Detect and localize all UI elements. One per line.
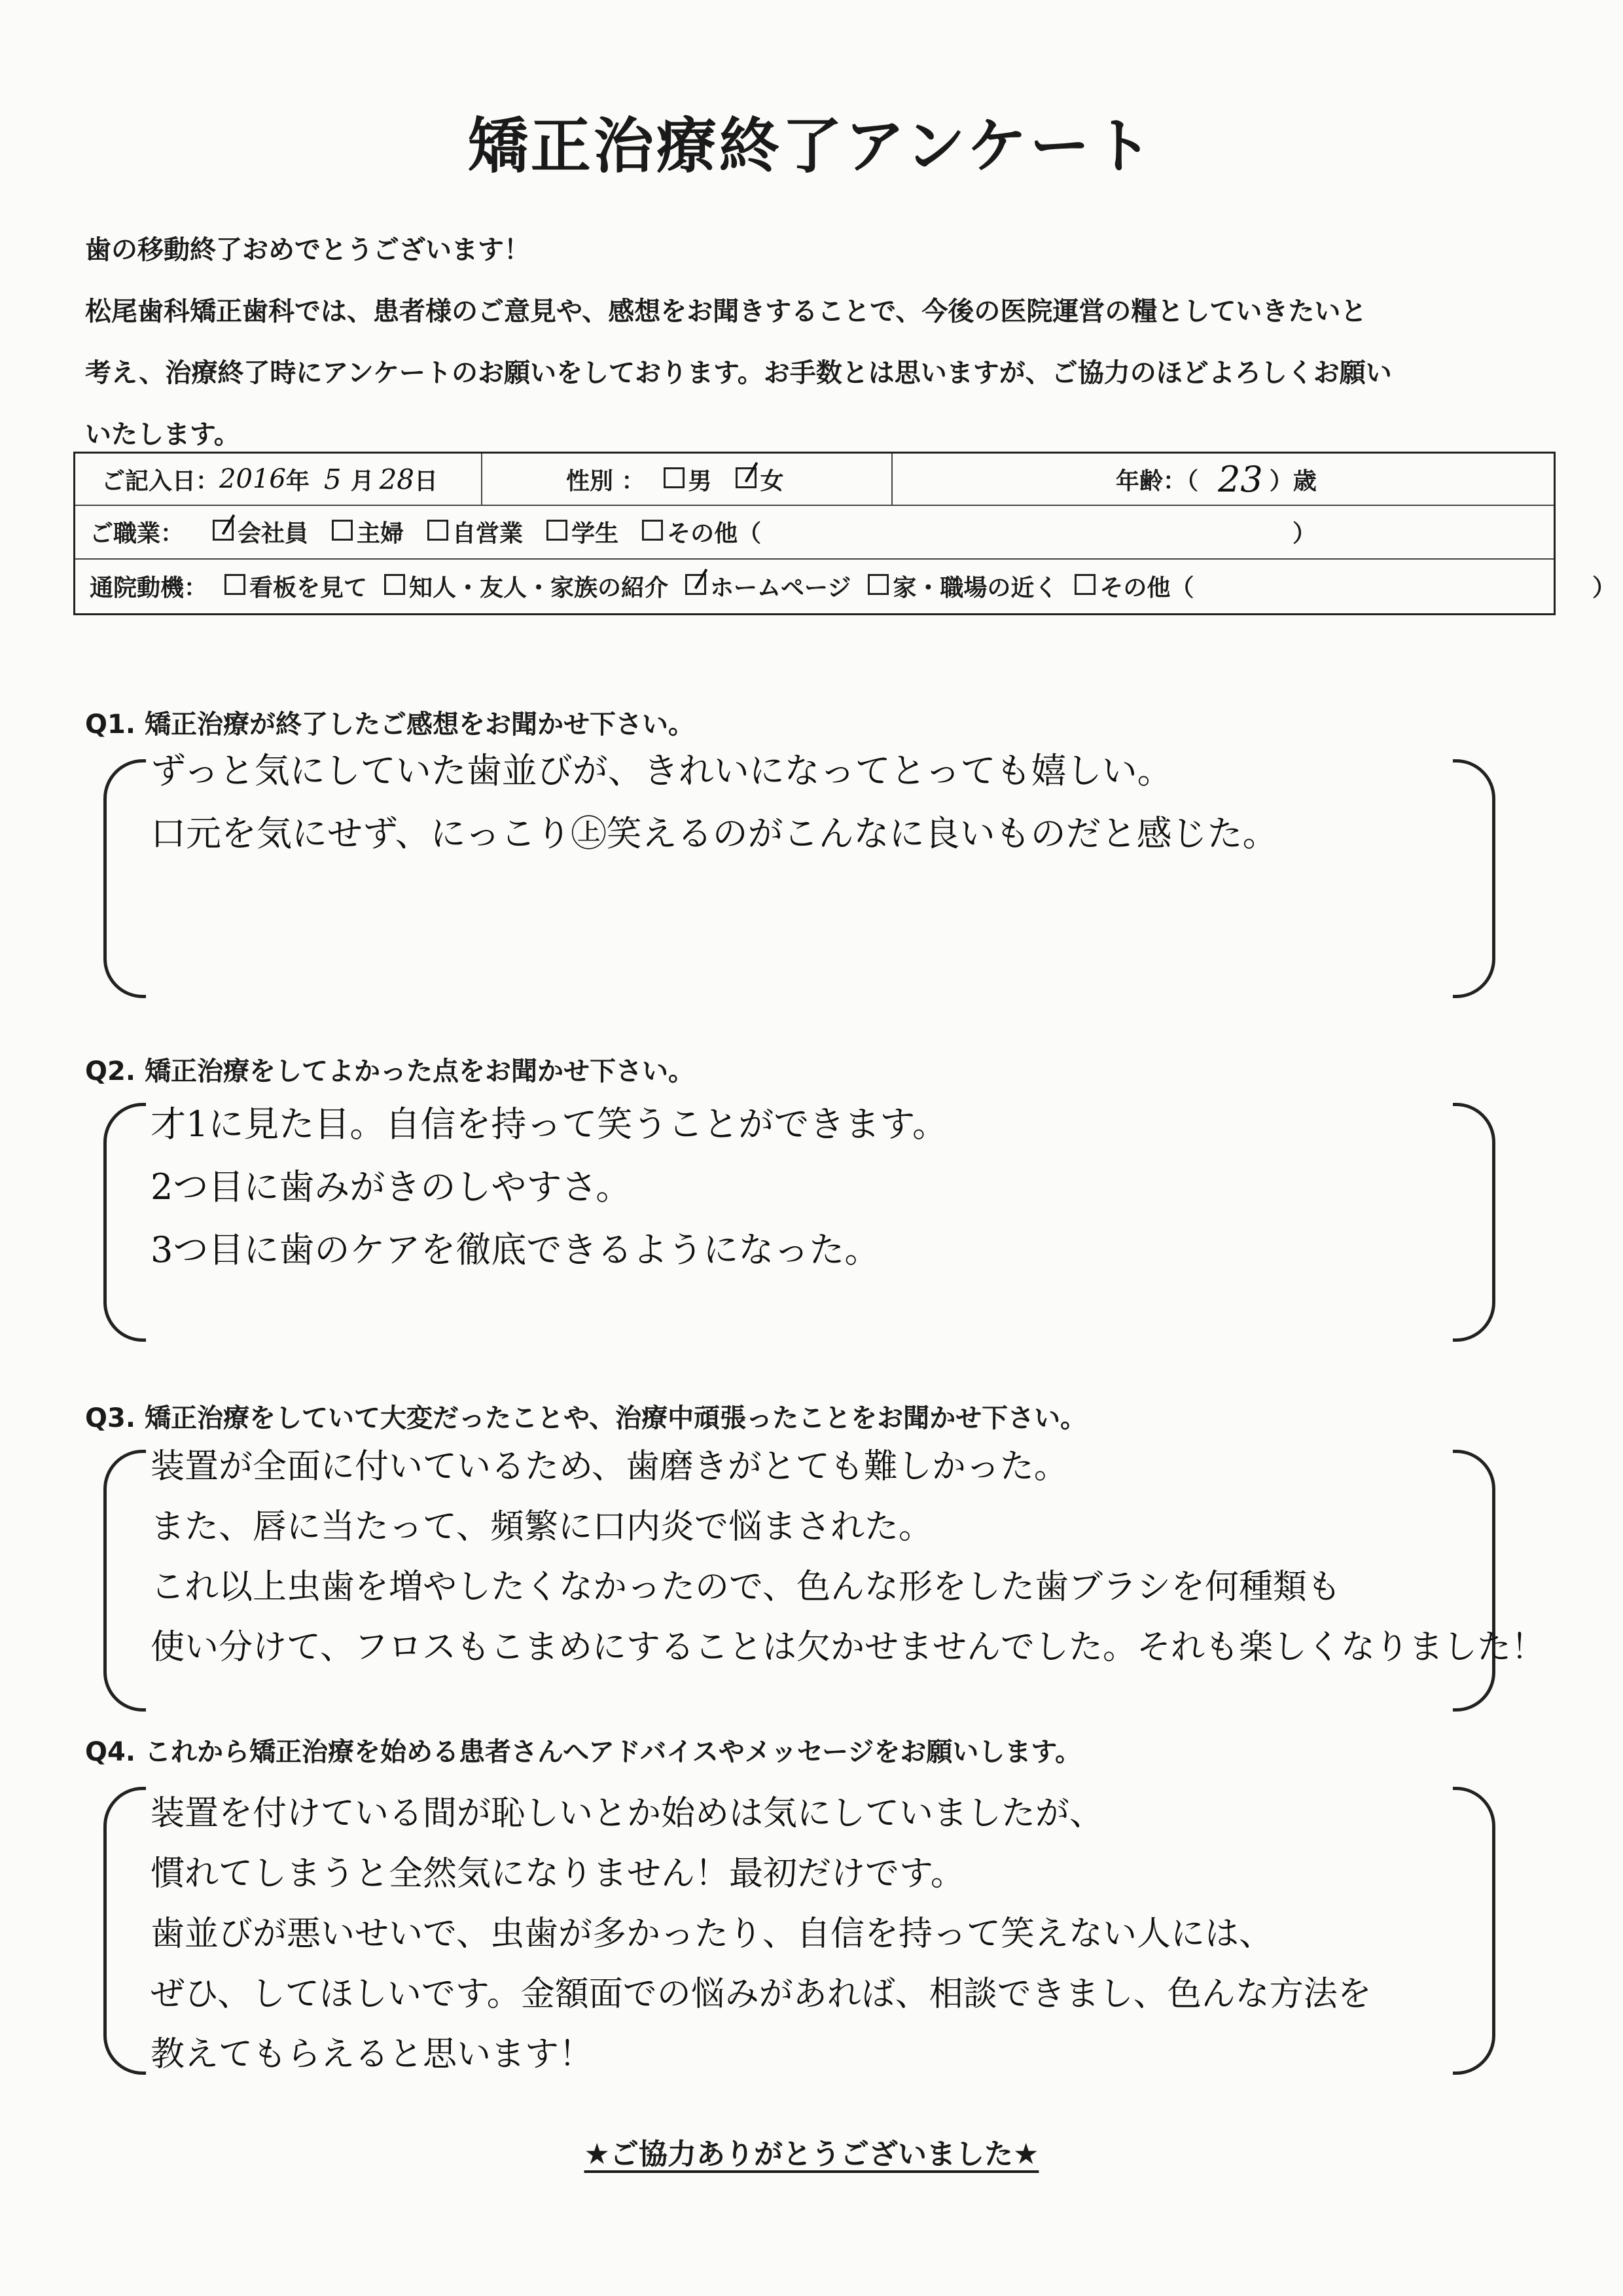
left-bracket — [103, 1103, 146, 1342]
answer-line: 慣れてしまうと全然気になりません！最初だけです。 — [151, 1854, 965, 1893]
gender-option-male[interactable] — [664, 463, 712, 496]
motive-option-nearby[interactable] — [868, 569, 1058, 603]
age-field[interactable] — [1116, 454, 1317, 505]
date-year-unit: 年 — [285, 467, 310, 495]
answer-line: これ以上虫歯を増やしたくなかったので、色んな形をした歯ブラシを何種類も — [151, 1568, 1341, 1607]
motive-field — [90, 558, 1217, 613]
question-1: Q1. 矯正治療が終了したご感想をお聞かせ下さい。 — [85, 709, 694, 740]
motive-label: 通院動機： — [90, 574, 208, 601]
answer-line: 才1に見た目。自信を持って笑うことができます。 — [151, 1103, 948, 1145]
checked-checkbox-icon — [685, 574, 706, 595]
checkbox-icon — [384, 574, 405, 595]
answer-line: 2つ目に歯みがきのしやすさ。 — [151, 1166, 632, 1208]
answer-line: 教えてもらえると思います！ — [151, 2035, 594, 2074]
occupation-option-student[interactable] — [546, 515, 618, 548]
date-day-unit: 日 — [414, 467, 438, 495]
checkbox-icon — [427, 520, 448, 541]
gender-option-label: 男 — [688, 467, 712, 495]
left-bracket — [103, 1787, 146, 2075]
date-label: ご記入日： — [101, 467, 220, 495]
question-4: Q4. これから矯正治療を始める患者さんへアドバイスやメッセージをお願いします。 — [85, 1737, 1082, 1767]
answer-line: 使い分けて、フロスもこまめにすることは欠かせませんでした。それも楽しくなりました！ — [151, 1628, 1545, 1667]
motive-option-signboard[interactable] — [224, 569, 367, 603]
divider — [891, 454, 893, 505]
motive-option-label: 家・職場の近く — [893, 574, 1058, 601]
answer-line: 3つ目に歯のケアを徹底できるようになった。 — [151, 1229, 880, 1270]
checkbox-icon — [546, 520, 567, 541]
page-title: 矯正治療終了アンケート — [467, 111, 1156, 181]
answer-line: 装置を付けている間が恥しいとか始めは気にしていましたが、 — [151, 1794, 1104, 1833]
answer-4[interactable] — [151, 1784, 1499, 2085]
motive-option-referral[interactable] — [384, 569, 668, 603]
answer-line: ずっと気にしていた歯並びが、きれいになってとっても嬉しい。 — [151, 750, 1173, 791]
info-row-date-gender-age — [75, 454, 1554, 506]
info-table — [73, 452, 1616, 615]
motive-option-label: ホームページ — [710, 574, 851, 601]
age-value: 23 — [1218, 458, 1263, 500]
intro-line: 考え、治療終了時にアンケートのお願いをしております。お手数とは思いますが、ご協力のほどよろしくお願い — [85, 358, 1392, 388]
checkbox-icon — [664, 467, 685, 488]
gender-option-female[interactable] — [736, 463, 784, 496]
occupation-option-label: 学生 — [571, 520, 619, 547]
answer-line: また、唇に当たって、頻繁に口内炎で悩まされた。 — [151, 1507, 933, 1547]
occupation-option-self-employed[interactable] — [427, 515, 523, 548]
checkbox-icon — [868, 574, 889, 595]
answer-line: 口元を気にせず、にっこり㊤笑えるのがこんなに良いものだと感じた。 — [151, 813, 1278, 854]
checkbox-icon — [642, 520, 663, 541]
date-day-value: 28 — [379, 463, 415, 495]
left-bracket — [103, 1450, 146, 1712]
occupation-option-label: 主婦 — [357, 520, 404, 547]
answer-line: 歯並びが悪いせいで、虫歯が多かったり、自信を持って笑えない人には、 — [151, 1914, 1273, 1954]
footer-thanks — [0, 2130, 1623, 2172]
date-month-value: 5 — [323, 463, 342, 495]
answer-3[interactable] — [151, 1437, 1545, 1677]
motive-option-label: 知人・友人・家族の紹介 — [409, 574, 669, 601]
intro-line: 歯の移動終了おめでとうございます！ — [85, 235, 530, 265]
occupation-option-housewife[interactable] — [332, 515, 404, 548]
left-bracket — [103, 759, 146, 998]
checked-checkbox-icon — [736, 467, 757, 488]
occupation-option-label: 自営業 — [452, 520, 524, 547]
gender-field — [566, 454, 808, 505]
motive-option-other[interactable] — [1075, 569, 1194, 603]
intro-line: いたします。 — [85, 420, 240, 450]
motive-option-label: その他（ — [1099, 574, 1194, 601]
motive-option-homepage[interactable] — [685, 569, 851, 603]
occupation-option-other[interactable] — [642, 515, 761, 548]
checkbox-icon — [332, 520, 353, 541]
footer-text: ★ご協力ありがとうございました★ — [584, 2138, 1039, 2171]
answer-line: 装置が全面に付いているため、歯磨きがとても難しかった。 — [151, 1447, 1068, 1486]
occupation-option-employee[interactable] — [213, 515, 308, 548]
motive-close: ） — [1592, 574, 1616, 601]
occupation-label: ご職業： — [90, 520, 185, 547]
occupation-option-label: その他（ — [667, 520, 762, 547]
date-year-value: 2016 — [219, 464, 286, 494]
checkbox-icon — [1075, 574, 1096, 595]
answer-1[interactable] — [151, 740, 1499, 865]
gender-label: 性別 ： — [566, 467, 645, 495]
intro-text — [85, 219, 1544, 465]
occupation-option-label: 会社員 — [238, 520, 309, 547]
date-field[interactable] — [101, 454, 438, 505]
date-month-unit: 月 — [350, 467, 374, 495]
question-2: Q2. 矯正治療をしてよかった点をお聞かせ下さい。 — [85, 1056, 694, 1086]
occupation-close: ） — [1293, 520, 1317, 547]
checkbox-icon — [224, 574, 245, 595]
question-3: Q3. 矯正治療をしていて大変だったことや、治療中頑張ったことをお聞かせ下さい。 — [85, 1403, 1087, 1433]
info-row-motive — [75, 558, 1616, 613]
divider — [481, 454, 482, 505]
checked-checkbox-icon — [213, 520, 234, 541]
answer-line: ぜひ、してほしいです。金額面での悩みがあれば、相談できまし、色んな方法を — [151, 1975, 1372, 2014]
answer-2[interactable] — [151, 1093, 1499, 1282]
gender-option-label: 女 — [760, 467, 784, 495]
intro-line: 松尾歯科矯正歯科では、患者様のご意見や、感想をお聞きすることで、今後の医院運営の糧としていきたいと — [85, 296, 1367, 327]
info-row-occupation — [75, 505, 1554, 560]
age-label: 年齢：（ — [1116, 467, 1199, 495]
age-suffix: ）歳 — [1269, 467, 1317, 495]
motive-option-label: 看板を見て — [249, 574, 368, 601]
occupation-field — [90, 505, 785, 558]
